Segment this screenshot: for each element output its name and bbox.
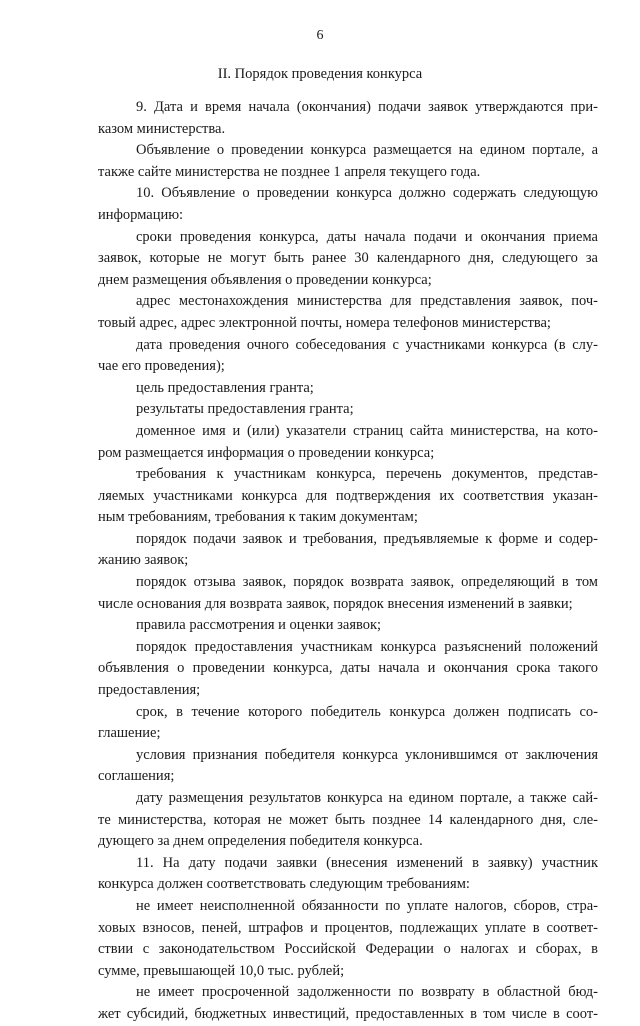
text-line: жет субсидий, бюджетных инвестиций, предоставленных в том числе в соот- xyxy=(98,1005,598,1022)
text-line: объявления о проведении конкурса, даты начала и окончания срока такого xyxy=(98,660,598,677)
body-text xyxy=(98,97,598,1026)
text-line: условия признания победителя конкурса уклонившимся от заключения xyxy=(136,746,598,763)
text-line: числе основания для возврата заявок, порядок внесения изменений в заявки; xyxy=(98,595,573,612)
text-line: те министерства, которая не может быть позднее 14 календарного дня, сле- xyxy=(98,811,598,828)
section-title: II. Порядок проведения конкурса xyxy=(217,66,423,82)
text-line: цель предоставления гранта; xyxy=(136,379,314,396)
text-line: информацию: xyxy=(98,206,184,223)
text-line: соглашения; xyxy=(98,768,175,785)
text-line: дату размещения результатов конкурса на едином портале, а также сай- xyxy=(136,790,598,806)
text-line: также сайте министерства не позднее 1 апреля текущего года. xyxy=(98,163,481,180)
text-line: правила рассмотрения и оценки заявок; xyxy=(136,617,382,634)
text-line: требования к участникам конкурса, перечень документов, представ- xyxy=(136,466,598,483)
text-line: днем размещения объявления о проведении конкурса; xyxy=(98,271,432,288)
text-line: дующего за днем определения победителя конкурса. xyxy=(98,833,423,850)
text-line: заявок, которые не могут быть ранее 30 календарного дня, следующего за xyxy=(98,250,598,267)
text-line: глашение; xyxy=(98,725,161,742)
text-line: казом министерства. xyxy=(98,120,226,137)
text-line: 11. На дату подачи заявки (внесения изменений в заявку) участник xyxy=(136,854,598,871)
text-line: результаты предоставления гранта; xyxy=(136,401,354,418)
text-line: ляемых участниками конкурса для подтверждения их соответствия указан- xyxy=(98,487,598,504)
text-line: доменное имя и (или) указатели страниц сайта министерства, на кото- xyxy=(136,422,598,439)
text-line: сроки проведения конкурса, даты начала подачи и окончания приема xyxy=(136,228,598,245)
text-line: 10. Объявление о проведении конкурса должно содержать следующую xyxy=(136,185,598,202)
text-line: не имеет просроченной задолженности по возврату в областной бюд- xyxy=(136,984,598,1001)
text-line: товый адрес, адрес электронной почты, номера телефонов министерства; xyxy=(98,314,551,331)
text-line: сумме, превышающей 10,0 тыс. рублей; xyxy=(98,962,345,979)
text-line: не имеет неисполненной обязанности по уплате налогов, сборов, стра- xyxy=(136,897,598,914)
text-line: адрес местонахождения министерства для представления заявок, поч- xyxy=(136,293,598,310)
text-line: порядок подачи заявок и требования, предъявляемые к форме и содер- xyxy=(136,530,598,547)
text-line: конкурса должен соответствовать следующим требованиям: xyxy=(98,876,470,893)
text-line: ствии с законодательством Российской Федерации о налогах и сборах, в xyxy=(98,941,598,958)
page-number: 6 xyxy=(316,28,324,43)
text-line: ховых взносов, пеней, штрафов и процентов, подлежащих уплате в соответ- xyxy=(98,919,598,936)
text-line: предоставления; xyxy=(98,682,201,699)
text-line: дата проведения очного собеседования с участниками конкурса (в слу- xyxy=(136,336,598,353)
text-line: порядок предоставления участникам конкурса разъяснений положений xyxy=(136,638,598,655)
text-line: порядок отзыва заявок, порядок возврата заявок, определяющий в том xyxy=(136,574,598,591)
text-line: чае его проведения); xyxy=(98,358,225,375)
text-line: срок, в течение которого победитель конкурса должен подписать со- xyxy=(136,703,598,720)
text-line: ным требованиям, требования к таким документам; xyxy=(98,509,418,526)
text-line: жанию заявок; xyxy=(98,552,189,569)
text-line: Объявление о проведении конкурса размещается на едином портале, а xyxy=(136,142,598,159)
text-line: ром размещается информация о проведении конкурса; xyxy=(98,444,435,461)
text-line: 9. Дата и время начала (окончания) подачи заявок утверждаются при- xyxy=(136,99,598,115)
